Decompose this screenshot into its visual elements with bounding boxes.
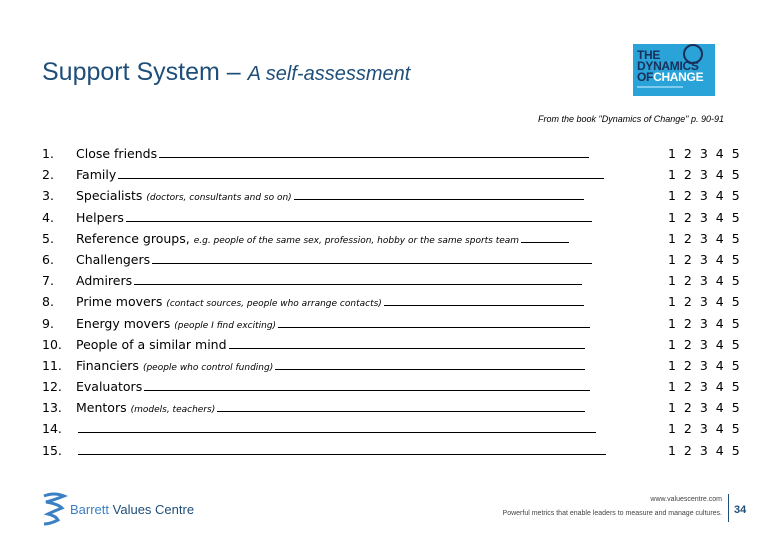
answer-line[interactable] <box>229 338 585 349</box>
slide-title <box>42 58 410 87</box>
rating-scale[interactable]: 1 2 3 4 5 <box>668 336 742 352</box>
answer-line[interactable] <box>159 147 589 158</box>
answer-line[interactable] <box>78 422 596 433</box>
rating-scale[interactable]: 1 2 3 4 5 <box>668 209 742 225</box>
dynamics-of-change-logo <box>633 44 715 96</box>
list-item <box>42 228 742 249</box>
item-note: e.g. people of the same sex, profession, hobby or the same sports team <box>193 235 520 246</box>
item-number: 13. <box>42 400 62 416</box>
item-label: Financiers <box>76 357 139 373</box>
rating-scale[interactable]: 1 2 3 4 5 <box>668 167 742 183</box>
answer-line[interactable] <box>217 401 585 412</box>
rating-scale[interactable]: 1 2 3 4 5 <box>668 294 742 310</box>
list-item <box>42 418 742 439</box>
page-number: 34 <box>734 504 747 516</box>
answer-line[interactable] <box>278 317 590 328</box>
list-item <box>42 355 742 376</box>
item-label-group <box>76 146 589 161</box>
source-citation: From the book "Dynamics of Change" p. 90-91 <box>538 114 724 124</box>
barrett-swirl-icon <box>40 492 68 526</box>
page-divider <box>728 494 729 522</box>
list-item <box>42 207 742 228</box>
item-number: 11. <box>42 357 62 373</box>
rating-scale[interactable]: 1 2 3 4 5 <box>668 251 742 267</box>
rating-scale[interactable]: 1 2 3 4 5 <box>668 146 742 161</box>
item-note: (doctors, consultants and so on) <box>146 193 292 204</box>
item-label-group <box>76 210 592 225</box>
item-label: Specialists <box>76 188 143 204</box>
logo-strip <box>637 86 683 88</box>
item-label-group <box>76 358 585 373</box>
rating-scale[interactable]: 1 2 3 4 5 <box>668 188 742 204</box>
rating-scale[interactable]: 1 2 3 4 5 <box>668 400 742 416</box>
logo-line-3-a: OF <box>637 70 654 84</box>
title-main: Support System <box>42 58 220 86</box>
logo-line-3 <box>637 72 703 83</box>
list-item <box>42 185 742 206</box>
list-item <box>42 397 742 418</box>
item-number: 9. <box>42 315 54 331</box>
answer-line[interactable] <box>384 295 584 306</box>
item-number: 8. <box>42 294 54 310</box>
item-label: Evaluators <box>76 379 143 395</box>
item-label: Challengers <box>76 251 151 267</box>
rating-scale[interactable]: 1 2 3 4 5 <box>668 442 742 458</box>
logo-line-2: DYNAMICS <box>637 59 699 73</box>
list-item <box>42 376 742 397</box>
footer-url[interactable]: www.valuescentre.com <box>650 496 722 503</box>
list-item <box>42 249 742 270</box>
item-label: People of a similar mind <box>76 336 227 352</box>
item-label: Helpers <box>76 209 124 225</box>
item-label-group <box>76 421 596 436</box>
item-number: 1. <box>42 146 54 161</box>
list-item <box>42 143 742 164</box>
rating-scale[interactable]: 1 2 3 4 5 <box>668 230 742 246</box>
item-label: Close friends <box>76 146 158 161</box>
footer-tagline: Powerful metrics that enable leaders to measure and manage cultures. <box>502 510 722 517</box>
brand-second: Values Centre <box>112 502 195 517</box>
rating-scale[interactable]: 1 2 3 4 5 <box>668 421 742 437</box>
item-label: Reference groups, <box>76 230 190 246</box>
item-number: 3. <box>42 188 54 204</box>
item-note: (people I find exciting) <box>174 320 277 331</box>
title-dash: – <box>219 58 248 86</box>
item-label: Admirers <box>76 273 133 289</box>
item-label-group <box>76 188 584 203</box>
answer-line[interactable] <box>275 359 585 370</box>
assessment-list <box>42 143 742 461</box>
item-label-group <box>76 316 590 331</box>
item-number: 14. <box>42 421 62 437</box>
item-number: 2. <box>42 167 54 183</box>
rating-scale[interactable]: 1 2 3 4 5 <box>668 315 742 331</box>
brand-first: Barrett <box>70 502 110 517</box>
footer-info <box>503 496 722 517</box>
item-number: 10. <box>42 336 62 352</box>
item-label: Energy movers <box>76 315 171 331</box>
item-note: (people who control funding) <box>142 362 274 373</box>
item-label-group <box>76 273 582 288</box>
item-note: (contact sources, people who arrange contacts) <box>166 299 382 310</box>
list-item <box>42 440 742 461</box>
item-note: (models, teachers) <box>130 405 216 416</box>
item-label-group <box>76 443 606 458</box>
logo-line-1: THE <box>637 48 661 62</box>
list-item <box>42 313 742 334</box>
list-item <box>42 291 742 312</box>
item-label-group <box>76 379 590 394</box>
item-label-group <box>76 252 592 267</box>
item-label: Mentors <box>76 400 127 416</box>
item-number: 7. <box>42 273 54 289</box>
barrett-values-centre-logo <box>40 492 210 526</box>
item-number: 4. <box>42 209 54 225</box>
item-number: 6. <box>42 251 54 267</box>
rating-scale[interactable]: 1 2 3 4 5 <box>668 273 742 289</box>
answer-line[interactable] <box>294 189 584 200</box>
item-label-group <box>76 294 584 309</box>
item-label: Prime movers <box>76 294 163 310</box>
item-number: 12. <box>42 379 62 395</box>
title-subtitle: A self-assessment <box>247 63 411 85</box>
list-item <box>42 334 742 355</box>
item-label-group <box>76 337 585 352</box>
item-label-group <box>76 400 585 415</box>
list-item <box>42 270 742 291</box>
logo-line-3-b: CHANGE <box>653 70 704 84</box>
item-number: 15. <box>42 442 62 458</box>
item-number: 5. <box>42 230 54 246</box>
item-label: Family <box>76 167 117 183</box>
answer-line[interactable] <box>78 444 606 455</box>
item-label-group <box>76 231 569 246</box>
answer-line[interactable] <box>152 253 592 264</box>
answer-line[interactable] <box>144 380 590 391</box>
item-label-group <box>76 167 604 182</box>
list-item <box>42 164 742 185</box>
rating-scale[interactable]: 1 2 3 4 5 <box>668 357 742 373</box>
answer-line[interactable] <box>118 168 604 179</box>
barrett-name <box>70 502 194 517</box>
answer-line[interactable] <box>521 232 569 243</box>
answer-line[interactable] <box>134 274 582 285</box>
answer-line[interactable] <box>126 211 592 222</box>
rating-scale[interactable]: 1 2 3 4 5 <box>668 379 742 395</box>
